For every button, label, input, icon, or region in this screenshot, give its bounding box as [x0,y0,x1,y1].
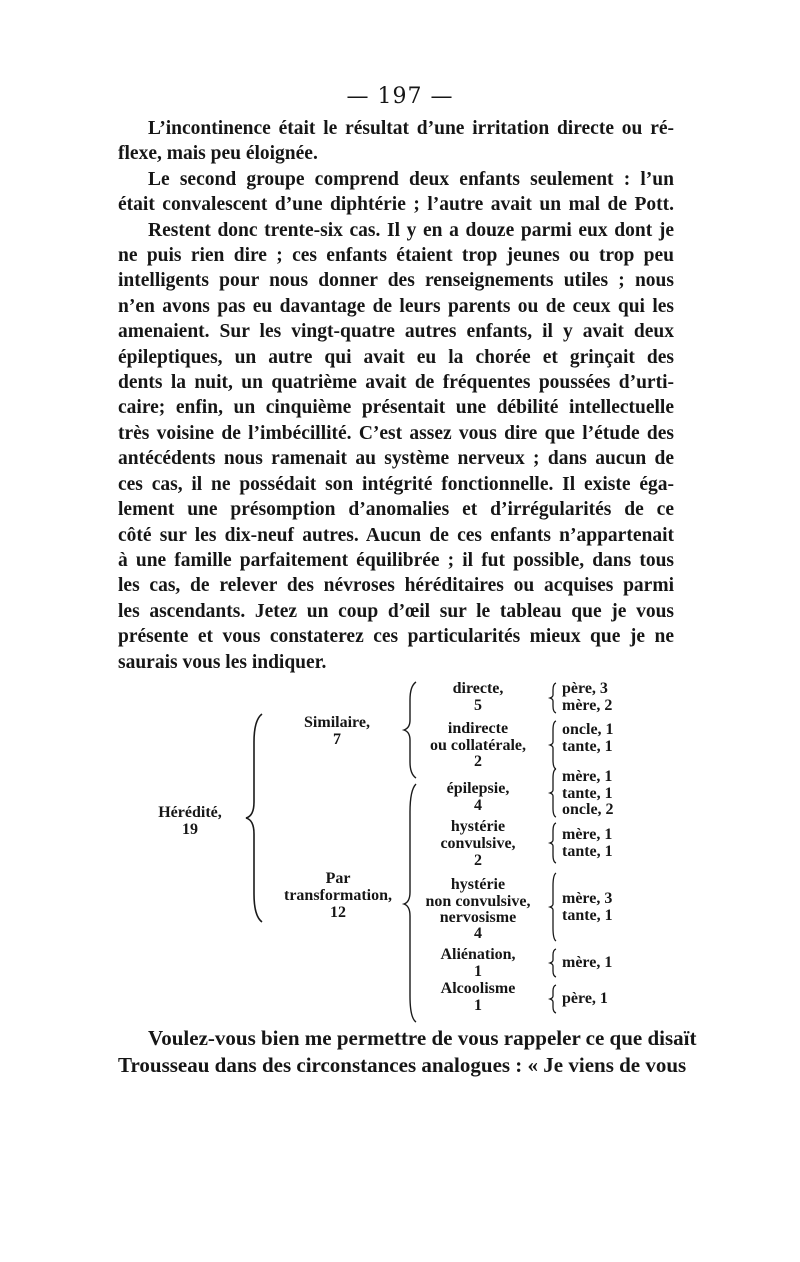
similaire-label: Similaire, [304,714,370,731]
brace-directe [548,682,560,714]
indirecte-rel-2: tante, 1 [562,738,613,755]
paragraph [118,218,674,675]
heredity-count: 19 [182,821,198,838]
hysterie-nonconv-rel-2: tante, 1 [562,907,613,924]
paragraph [118,116,674,167]
brace-hysterie-convulsive [548,822,560,864]
brace-similaire [400,680,420,780]
hysterie-nonconv-label-3: nervosisme [439,909,517,926]
text-line: flexe, mais peu éloignée. [118,143,318,165]
text-line: était convalescent d’une diphtérie ; l’autre avait un mal de Pott. [118,194,674,216]
epilepsie-rel-3: oncle, 2 [562,801,614,818]
text-line: épileptiques, un autre qui avait eu la chorée et grinçait des [118,346,674,368]
hysterie-nonconv-label-1: hystérie [450,876,506,893]
brace-hysterie-nonconv [548,872,560,942]
text-line: antécédents nous ramenait au système nerveux ; dans aucun de [118,448,674,470]
text-line: ces cas, il ne possédait son intégrité fonctionnelle. Il existe éga- [118,473,674,495]
text-line: caire; enfin, un cinquième présentait une débilité intellectuelle [118,397,674,419]
page-number: — 197 — [346,84,454,109]
hysterie-nonconv-count: 4 [474,925,482,942]
alienation-label: Aliénation, [440,946,516,963]
directe-label: directe, [452,680,504,697]
brace-alcoolisme [548,984,560,1014]
text-line: lement une présomption d’anomalies et d’irrégularités de ce [118,499,674,521]
hysterie-convulsive-count: 2 [474,852,482,869]
body-text [118,116,674,675]
indirecte-rel-1: oncle, 1 [562,721,614,738]
alcoolisme-count: 1 [474,997,482,1014]
brace-alienation [548,948,560,978]
epilepsie-rel-1: mère, 1 [562,768,613,785]
text-line: très voisine de l’imbécillité. C’est assez vous dire que l’étude des [118,422,674,444]
alienation-count: 1 [474,963,482,980]
text-line: les ascendants. Jetez un coup d’œil sur le tableau que je vous [118,600,674,622]
directe-count: 5 [474,697,482,714]
text-line: dents la nuit, un quatrième avait de fréquentes poussées d’urti- [118,372,674,394]
hysterie-nonconv-label-2: non convulsive, [425,893,531,910]
text-line: à une famille parfaitement équilibrée ; il fut possible, dans tous [118,549,674,571]
alienation-rel-1: mère, 1 [562,954,613,971]
similaire-count: 7 [333,731,341,748]
indirecte-label-1: indirecte [447,720,509,737]
alcoolisme-label: Alcoolisme [440,980,516,997]
brace-indirecte [548,720,560,770]
text-line: les cas, de relever des névroses héréditaires ou acquises parmi [118,575,674,597]
transformation-label-1: Par [325,870,351,887]
hysterie-convulsive-rel-1: mère, 1 [562,826,613,843]
transformation-count: 12 [330,904,346,921]
text-line: n’en avons pas eu davantage de leurs parents ou de ceux qui les [118,295,674,317]
text-line: Restent donc trente-six cas. Il y en a douze parmi eux dont je [148,219,674,241]
hysterie-convulsive-label-1: hystérie [450,818,506,835]
text-line: L’incontinence était le résultat d’une irritation directe ou ré- [148,118,674,139]
text-line: amenaient. Sur les vingt-quatre autres enfants, il y avait deux [118,321,674,343]
brace-transformation [400,782,420,1024]
transformation-label-2: transformation, [284,887,392,904]
paragraph [118,167,674,218]
text-line: côté sur les dix-neuf autres. Aucun de ces enfants n’appartenait [118,524,674,546]
alcoolisme-rel-1: père, 1 [562,990,608,1007]
closing-text [118,1025,697,1079]
epilepsie-rel-2: tante, 1 [562,785,613,802]
heredity-label: Hérédité, [158,804,222,821]
hysterie-nonconv-rel-1: mère, 3 [562,890,613,907]
text-line: Voulez-vous bien me permettre de vous rappeler ce que disaït [148,1026,697,1050]
text-line: Trousseau dans des circonstances analogues : « Je viens de vous [118,1053,687,1077]
directe-rel-2: mère, 2 [562,697,613,714]
epilepsie-label: épilepsie, [446,780,510,797]
text-line: intelligents pour nous donner des renseignements utiles ; nous [118,270,674,292]
text-line: Le second groupe comprend deux enfants seulement : l’un [148,168,674,190]
text-line: ne puis rien dire ; ces enfants étaient trop jeunes ou trop peu [118,245,674,267]
indirecte-count: 2 [474,753,482,770]
brace-heredity [242,712,266,924]
indirecte-label-2: ou collatérale, [430,737,526,754]
epilepsie-count: 4 [474,797,482,814]
brace-epilepsie [548,768,560,818]
hysterie-convulsive-rel-2: tante, 1 [562,843,613,860]
text-line: présente et vous constaterez ces particularités mieux que je ne [118,626,674,648]
directe-rel-1: père, 3 [562,680,608,697]
text-line: saurais vous les indiquer. [118,651,327,673]
hysterie-convulsive-label-2: convulsive, [440,835,516,852]
